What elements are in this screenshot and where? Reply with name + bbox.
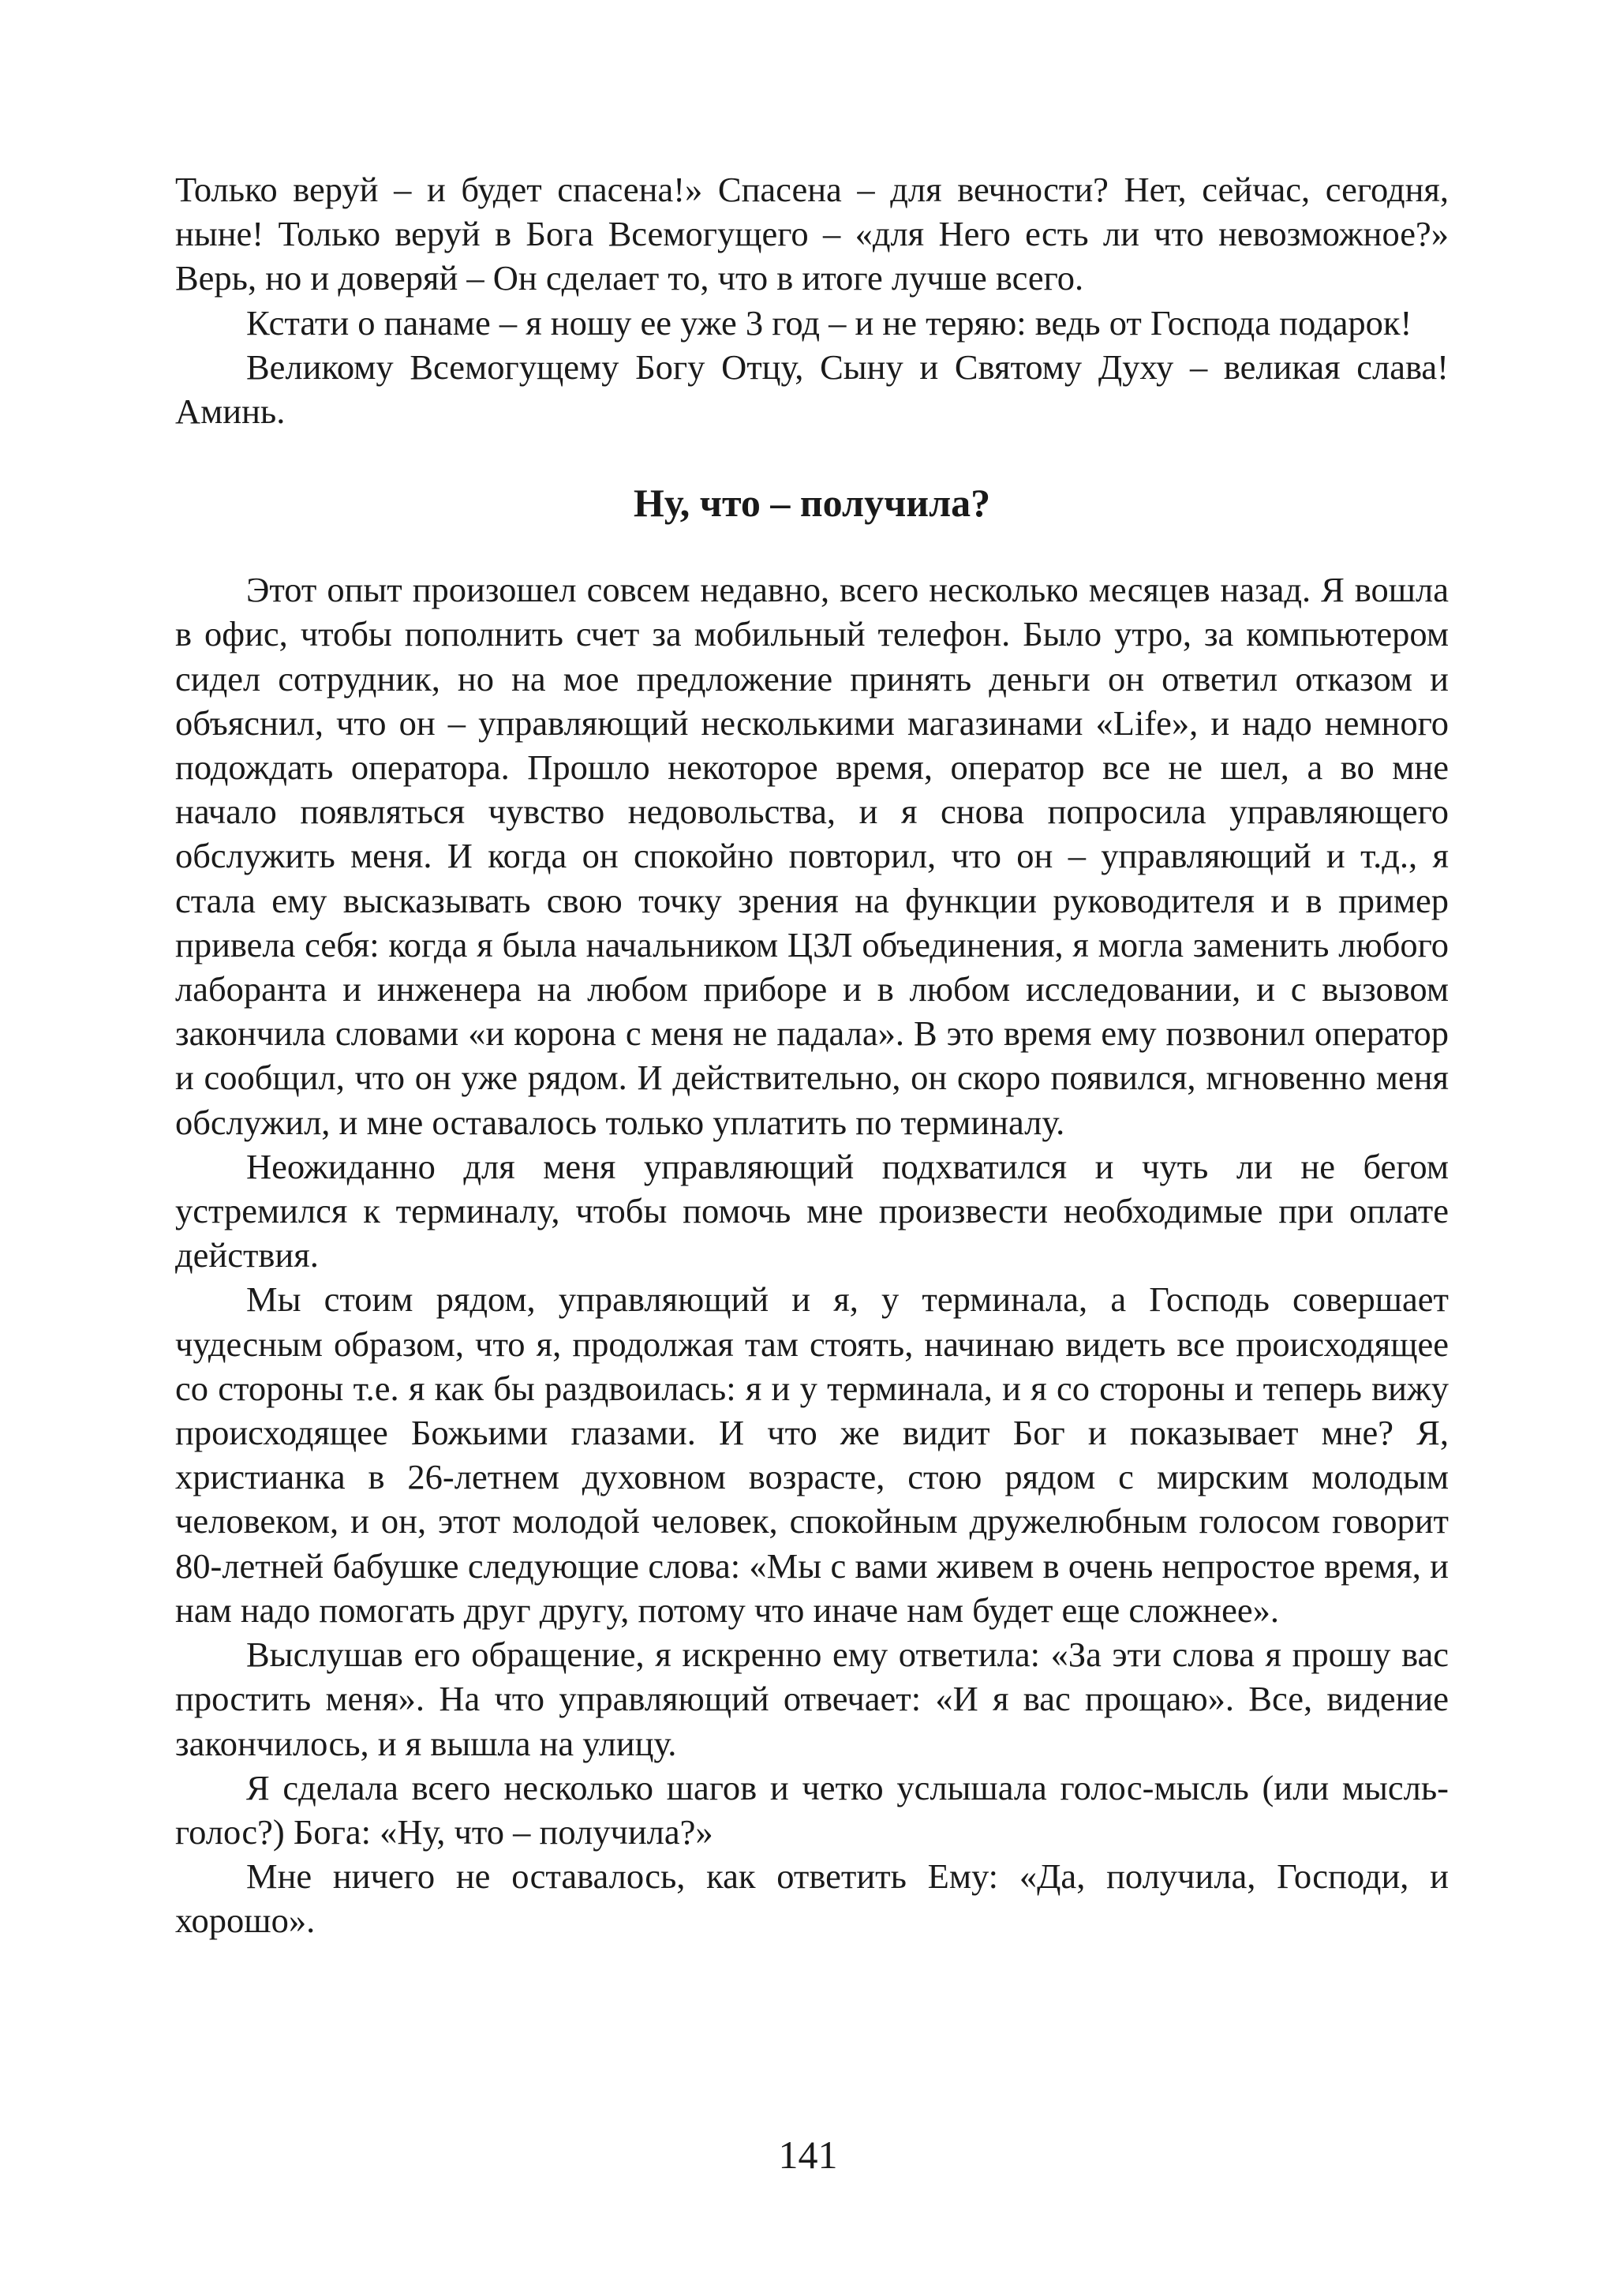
book-page xyxy=(175,167,1449,1943)
section-paragraph-2: Неожиданно для меня управляющий подхватился и чуть ли не бегом устремился к терминалу, чтобы помочь мне произвести необходимые при оплате действия. xyxy=(175,1146,1449,1275)
section-paragraph-3: Мы стоим рядом, управляющий и я, у терминала, а Господь совершает чудесным образом, что я, продолжая там стоять, начинаю видеть все происходящее со стороны т.е. я как бы раздвоилась: я и у терминала, и я со стороны и теперь вижу происходящее Божьими глазами. И что же видит Бог и показывает мне? Я, христианка в 26-летнем духовном возрасте, стою рядом с мирским молодым человеком, и он, этот молодой человек, спокойным дружелюбным голосом говорит 80-летней бабушке следующие слова: «Мы с вами живем в очень непростое время, и нам надо помогать друг другу, потому что иначе нам будет еще сложнее». xyxy=(175,1279,1449,1630)
section-paragraph-6: Мне ничего не оставалось, как ответить Ему: «Да, получила, Господи, и хорошо». xyxy=(175,1856,1449,1941)
section-paragraph-5: Я сделала всего несколько шагов и четко услышала голос-мысль (или мысль-голос?) Бога: «Ну, что – получила?» xyxy=(175,1767,1449,1852)
intro-paragraph-2: Кстати о панаме – я ношу ее уже 3 год – и не теряю: ведь от Господа подарок! xyxy=(246,302,1412,343)
section-paragraph-4: Выслушав его обращение, я искренно ему ответила: «За эти слова я прошу вас простить меня». На что управляющий отвечает: «И я вас прощаю». Все, видение закончилось, и я вышла на улицу. xyxy=(175,1635,1449,1763)
page-number: 141 xyxy=(778,2133,838,2177)
section-title: Ну, что – получила? xyxy=(633,481,991,526)
intro-paragraph-3: Великому Всемогущему Богу Отцу, Сыну и Святому Духу – великая слава! Аминь. xyxy=(175,346,1449,432)
intro-paragraph-1: Только веруй – и будет спасена!» Спасена – для вечности? Нет, сейчас, сегодня, ныне! Только веруй в Бога Всемогущего – «для Него есть ли что невозможное?» Верь, но и доверяй – Он сделает то, что в итоге лучше всего. xyxy=(175,170,1449,298)
section-paragraph-1: Этот опыт произошел совсем недавно, всего несколько месяцев назад. Я вошла в офис, чтобы пополнить счет за мобильный телефон. Было утро, за компьютером сидел сотрудник, но на мое предложение принять деньги он ответил отказом и объяснил, что он – управляющий несколькими магазинами «Life», и надо немного подождать оператора. Прошло некоторое время, оператор все не шел, а во мне начало появляться чувство недовольства, и я снова попросила управляющего обслужить меня. И когда он спокойно повторил, что он – управляющий и т.д., я стала ему высказывать свою точку зрения на функции руководителя и в пример привела себя: когда я была начальником ЦЗЛ объединения, я могла заменить любого лаборанта и инженера на любом приборе и в любом исследовании, и с вызовом закончила словами «и корона с меня не падала». В это время ему позвонил оператор и сообщил, что он уже рядом. И действительно, он скоро появился, мгновенно меня обслужил, и мне оставалось только уплатить по терминалу. xyxy=(175,570,1449,1142)
